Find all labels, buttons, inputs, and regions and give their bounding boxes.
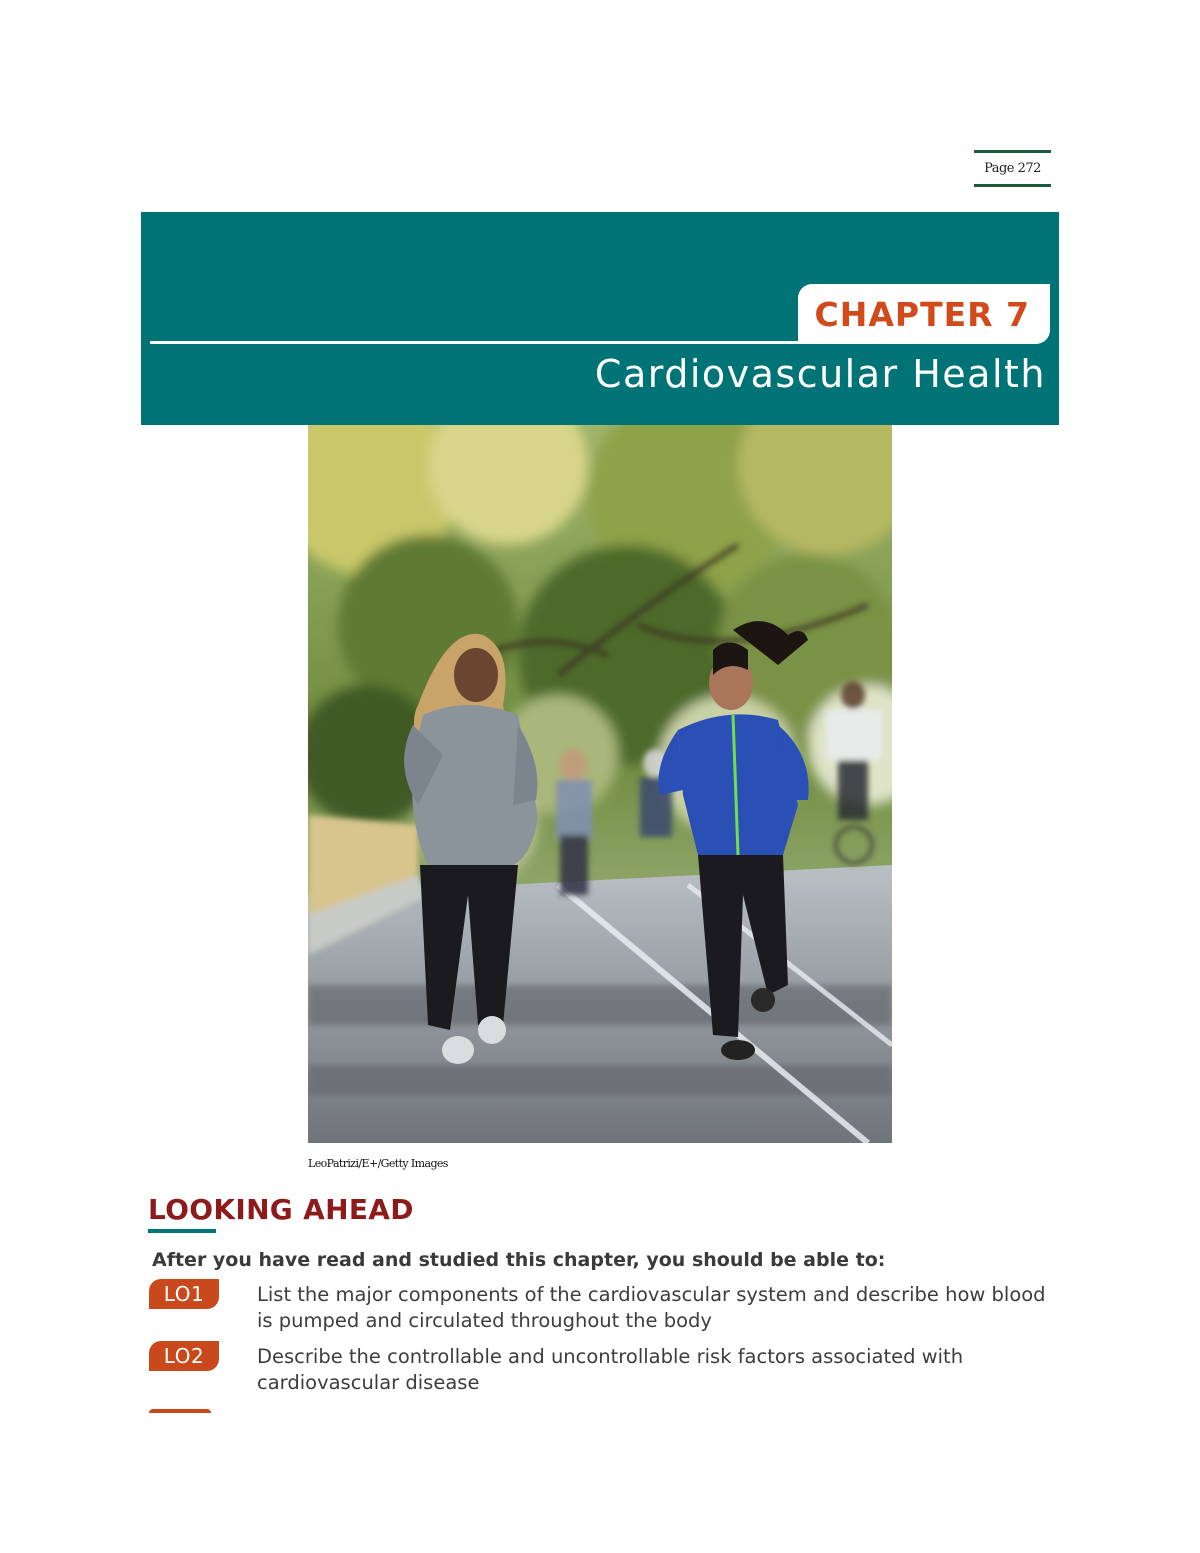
banner-divider: [150, 341, 810, 344]
page-number: Page 272: [974, 150, 1051, 187]
looking-ahead-intro: After you have read and studied this chapter, you should be able to:: [152, 1249, 886, 1271]
learning-objective-badge-cropped: [149, 1409, 211, 1413]
chapter-label: CHAPTER 7: [814, 294, 1030, 334]
learning-objective-text: Describe the controllable and uncontrollable risk factors associated with cardiovascular disease: [257, 1345, 964, 1394]
chapter-opener-photo: [308, 425, 892, 1143]
chapter-tab: [798, 284, 1050, 344]
photo-credit: LeoPatrizi/E+/Getty Images: [308, 1157, 448, 1170]
learning-objective-badge: LO1: [149, 1279, 219, 1309]
learning-objective-badge: LO2: [149, 1341, 219, 1371]
learning-objective-text: List the major components of the cardiovascular system and describe how blood is pumped and circulated throughout the body: [257, 1283, 1046, 1332]
chapter-title: Cardiovascular Health: [594, 352, 1046, 396]
heading-underline: [148, 1229, 216, 1233]
looking-ahead-heading: LOOKING AHEAD: [148, 1193, 414, 1226]
